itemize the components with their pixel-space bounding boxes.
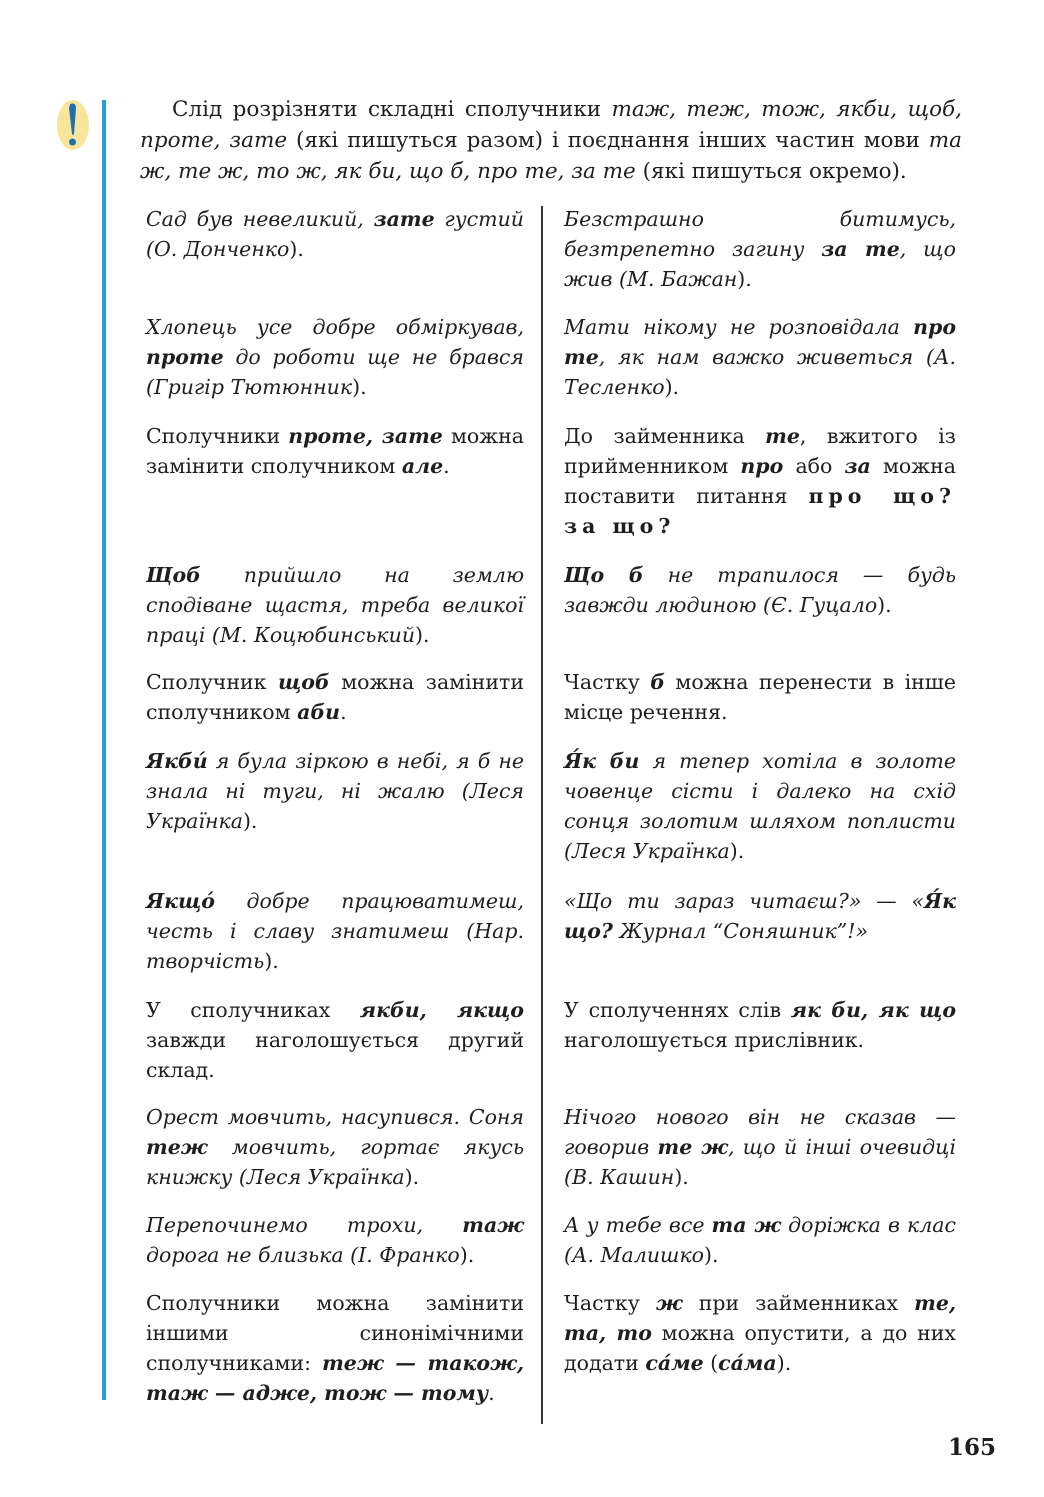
page-number: 165 bbox=[948, 1434, 997, 1461]
example-left: Сад був невеликий, зате густий (О. Донченко). bbox=[146, 207, 524, 261]
example-right: А у тебе все та ж доріжка в клас (А. Малишко). bbox=[564, 1213, 956, 1267]
column-divider bbox=[541, 206, 543, 1424]
accent-bar bbox=[102, 100, 106, 1400]
example-left: Щоб прийшло на землю сподіване щастя, треба великої праці (М. Коцюбинський). bbox=[146, 563, 524, 647]
example-left: Якбú я була зіркою в небі, я б не знала ні туги, ні жалю (Леся Українка). bbox=[146, 749, 524, 833]
example-right: Нічого нового він не сказав — говорив те ж, що й інші очевидці (В. Кашин). bbox=[564, 1105, 956, 1189]
note-right: У сполученнях слів як би, як що наголошується прислівник. bbox=[564, 998, 957, 1052]
example-right: Мати нікому не розповідала про те, як нам важко живеться (А. Тесленко). bbox=[564, 315, 956, 399]
example-left: Хлопець усе добре обміркував, проте до роботи ще не брався (Григір Тютюнник). bbox=[146, 315, 524, 399]
example-left: Якщó добре працюватимеш, честь і славу знатимеш (Нар. творчість). bbox=[146, 889, 524, 973]
example-left: Орест мовчить, насупився. Соня теж мовчить, гортає якусь книжку (Леся Українка). bbox=[146, 1105, 524, 1189]
note-right: Частку ж при займенниках те, та, то можна опустити, а до них додати са́ме (са́ма). bbox=[564, 1291, 957, 1375]
note-left: Сполучники можна замінити іншими синонімічними сполучниками: теж — також, таж — адже, тож — тому. bbox=[146, 1291, 524, 1405]
rule-paragraph: Слід розрізняти складні сполучники таж, теж, тож, якби, щоб, проте, зате (які пишуться разом) і поєднання інших частин мови та ж, те ж, то ж, як би, що б, про те, за те (які пишуться окремо). bbox=[140, 97, 962, 184]
example-right: Безстрашно битимусь, безтрепетно загину за те, що жив (М. Бажан). bbox=[564, 207, 956, 291]
note-left: У сполучниках якби, якщо завжди наголошується другий склад. bbox=[146, 998, 524, 1082]
note-left: Сполучник щоб можна замінити сполучником аби. bbox=[146, 670, 524, 724]
exclamation-icon bbox=[56, 98, 90, 152]
example-right: «Що ти зараз читаєш?» — «Я́к що? Журнал “Соняшник”!» bbox=[564, 889, 956, 943]
example-right: Я́к би я тепер хотіла в золоте човенце сісти і далеко на схід сонця золотим шляхом поплисти (Леся Українка). bbox=[564, 749, 956, 863]
example-right: Що б не трапилося — будь завжди людиною (Є. Гуцало). bbox=[564, 563, 956, 617]
example-left: Перепочинемо трохи, таж дорога не близька (І. Франко). bbox=[146, 1213, 524, 1267]
note-right: До займенника те, вжитого із прийменником про або за можна поставити питання про що? за що? bbox=[564, 424, 956, 538]
note-left: Сполучники проте, зате можна замінити сполучником але. bbox=[146, 424, 524, 478]
note-right: Частку б можна перенести в інше місце речення. bbox=[564, 670, 956, 724]
